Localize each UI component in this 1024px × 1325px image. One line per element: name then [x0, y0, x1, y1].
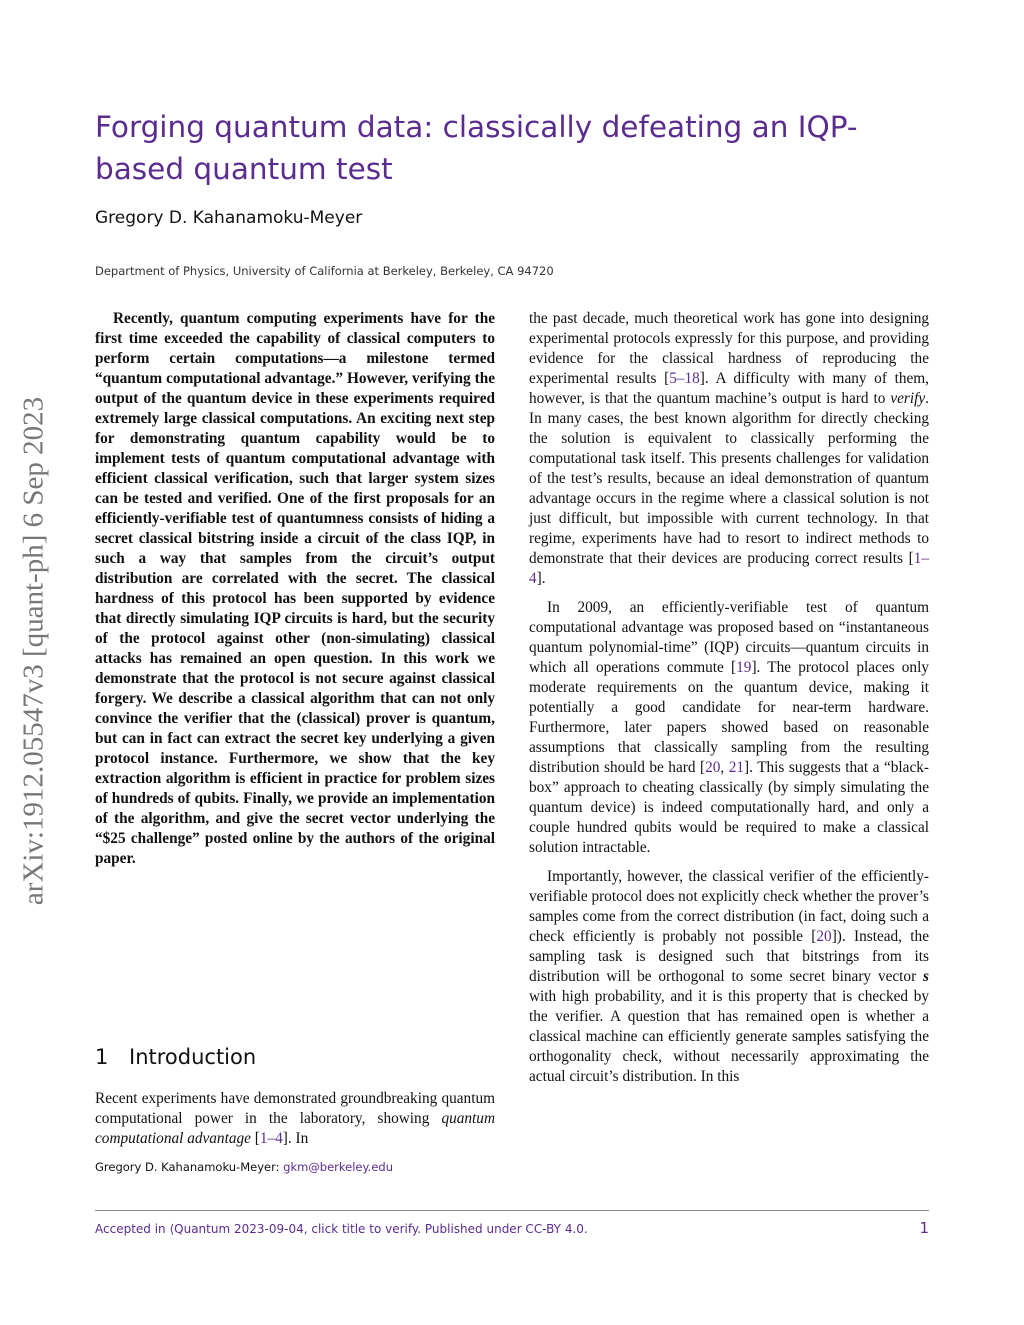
intro-paragraph: Recent experiments have demonstrated groundbreaking quantum computational power in the laboratory, showing quantum computational advantage [1–4]. In: [95, 1090, 495, 1147]
math-variable: s: [923, 968, 929, 985]
section-number: 1: [95, 1045, 109, 1069]
footer-divider: [95, 1210, 929, 1211]
citation-link[interactable]: 20: [705, 759, 721, 776]
right-column: [529, 309, 929, 1096]
body-paragraph: In 2009, an efficiently-verifiable test of quantum computational advantage was proposed based on “instantaneous quantum polynomial-time” (IQP) circuits—quantum circuits in which all operations commute [19]. The protocol places only moderate requirements on the quantum device, making it potentially a good candidate for near-term hardware. Furthermore, later papers showed based on reasonable assumptions that classically sampling from the resulting distribution should be hard [20, 21]. This suggests that a “black-box” approach to cheating classically (by simply simulating the quantum device) is indeed computationally hard, and only a couple hundred qubits would be required to make a classical solution intractable.: [529, 599, 929, 856]
footnote-author: Gregory D. Kahanamoku-Meyer:: [95, 1160, 284, 1174]
body-paragraph: Importantly, however, the classical verifier of the efficiently-verifiable protocol does not explicitly check whether the prover’s samples come from the correct distribution (in fact, doing such a check efficiently is probably not possible [20]). Instead, the sampling task is designed such that bitstrings from its distribution will be orthogonal to some secret binary vector s with high probability, and it is this property that is checked by the verifier. A question that has remained open is whether a classical machine can efficiently generate samples satisfying the orthogonality check, without necessarily approximating the actual circuit’s distribution. In this: [529, 868, 929, 1085]
body-paragraph: the past decade, much theoretical work has gone into designing experimental protocols expressly for this purpose, and providing evidence for the classical hardness of reproducing the experimental results [5–18]. A difficulty with many of them, however, is that the quantum machine’s output is hard to verify. In many cases, the best known algorithm for directly checking the solution is equivalent to classically performing the computational task itself. This presents challenges for validation of the test’s results, because an ideal demonstration of quantum advantage occurs in the regime where a classical solution is not just difficult, but impossible with current technology. In that regime, experiments have had to resort to indirect methods to demonstrate that their devices are producing correct results [1–4].: [529, 310, 929, 587]
citation-link[interactable]: 21: [728, 759, 745, 776]
emphasis-text: quantum computational advantage: [95, 1110, 495, 1147]
citation-link[interactable]: 1–4: [259, 1130, 283, 1147]
email-link[interactable]: gkm@berkeley.edu: [283, 1160, 393, 1174]
abstract: Recently, quantum computing experiments have for the first time exceeded the capability of classical computers to perform certain computations—a milestone termed “quantum computational advantage.” However, verifying the output of the quantum device in these experiments required extremely large classical computations. An exciting next step for demonstrating quantum capability would be to implement tests of quantum computational advantage with efficient classical verification, such that larger system sizes can be tested and verified. One of the first proposals for an efficiently-verifiable test of quantumness consists of hiding a secret classical bitstring inside a circuit of the class IQP, in such a way that samples from the circuit’s output distribution are correlated with the secret. The classical hardness of this protocol has been supported by evidence that directly simulating IQP circuits is hard, but the security of the protocol against other (non-simulating) classical attacks has remained an open question. In this work we demonstrate that the protocol is not secure against classical forgery. We describe a classical algorithm that can not only convince the verifier that the (classical) prover is quantum, but can in fact can extract the secret key underlying a given protocol instance. Furthermore, we show that the key extraction algorithm is efficient in practice for problem sizes of hundreds of qubits. Finally, we provide an implementation of the algorithm, and give the secret vector underlying the “$25 challenge” posted online by the authors of the original paper.: [95, 310, 495, 867]
section-title: Introduction: [129, 1045, 257, 1069]
section-heading-introduction: [95, 1045, 256, 1069]
paper-title[interactable]: Forging quantum data: classically defeating an IQP-based quantum test: [95, 110, 858, 186]
citation-link[interactable]: 5–18: [669, 370, 700, 387]
arxiv-identifier: arXiv:1912.05547v3 [quant-ph] 6 Sep 2023: [17, 396, 50, 906]
author-name: Gregory D. Kahanamoku-Meyer: [95, 208, 363, 228]
affiliation: Department of Physics, University of California at Berkeley, Berkeley, CA 94720: [95, 264, 554, 278]
citation-link[interactable]: 19: [736, 659, 752, 676]
author-footnote: [95, 1160, 393, 1174]
emphasis-text: verify: [890, 390, 926, 407]
citation-link[interactable]: 1–4: [529, 550, 929, 587]
footer-acceptance-link[interactable]: Accepted in ⟨Quantum 2023-09-04, click title to verify. Published under CC-BY 4.0.: [95, 1222, 588, 1236]
citation-link[interactable]: 20: [816, 928, 832, 945]
page-number: 1: [919, 1219, 929, 1237]
